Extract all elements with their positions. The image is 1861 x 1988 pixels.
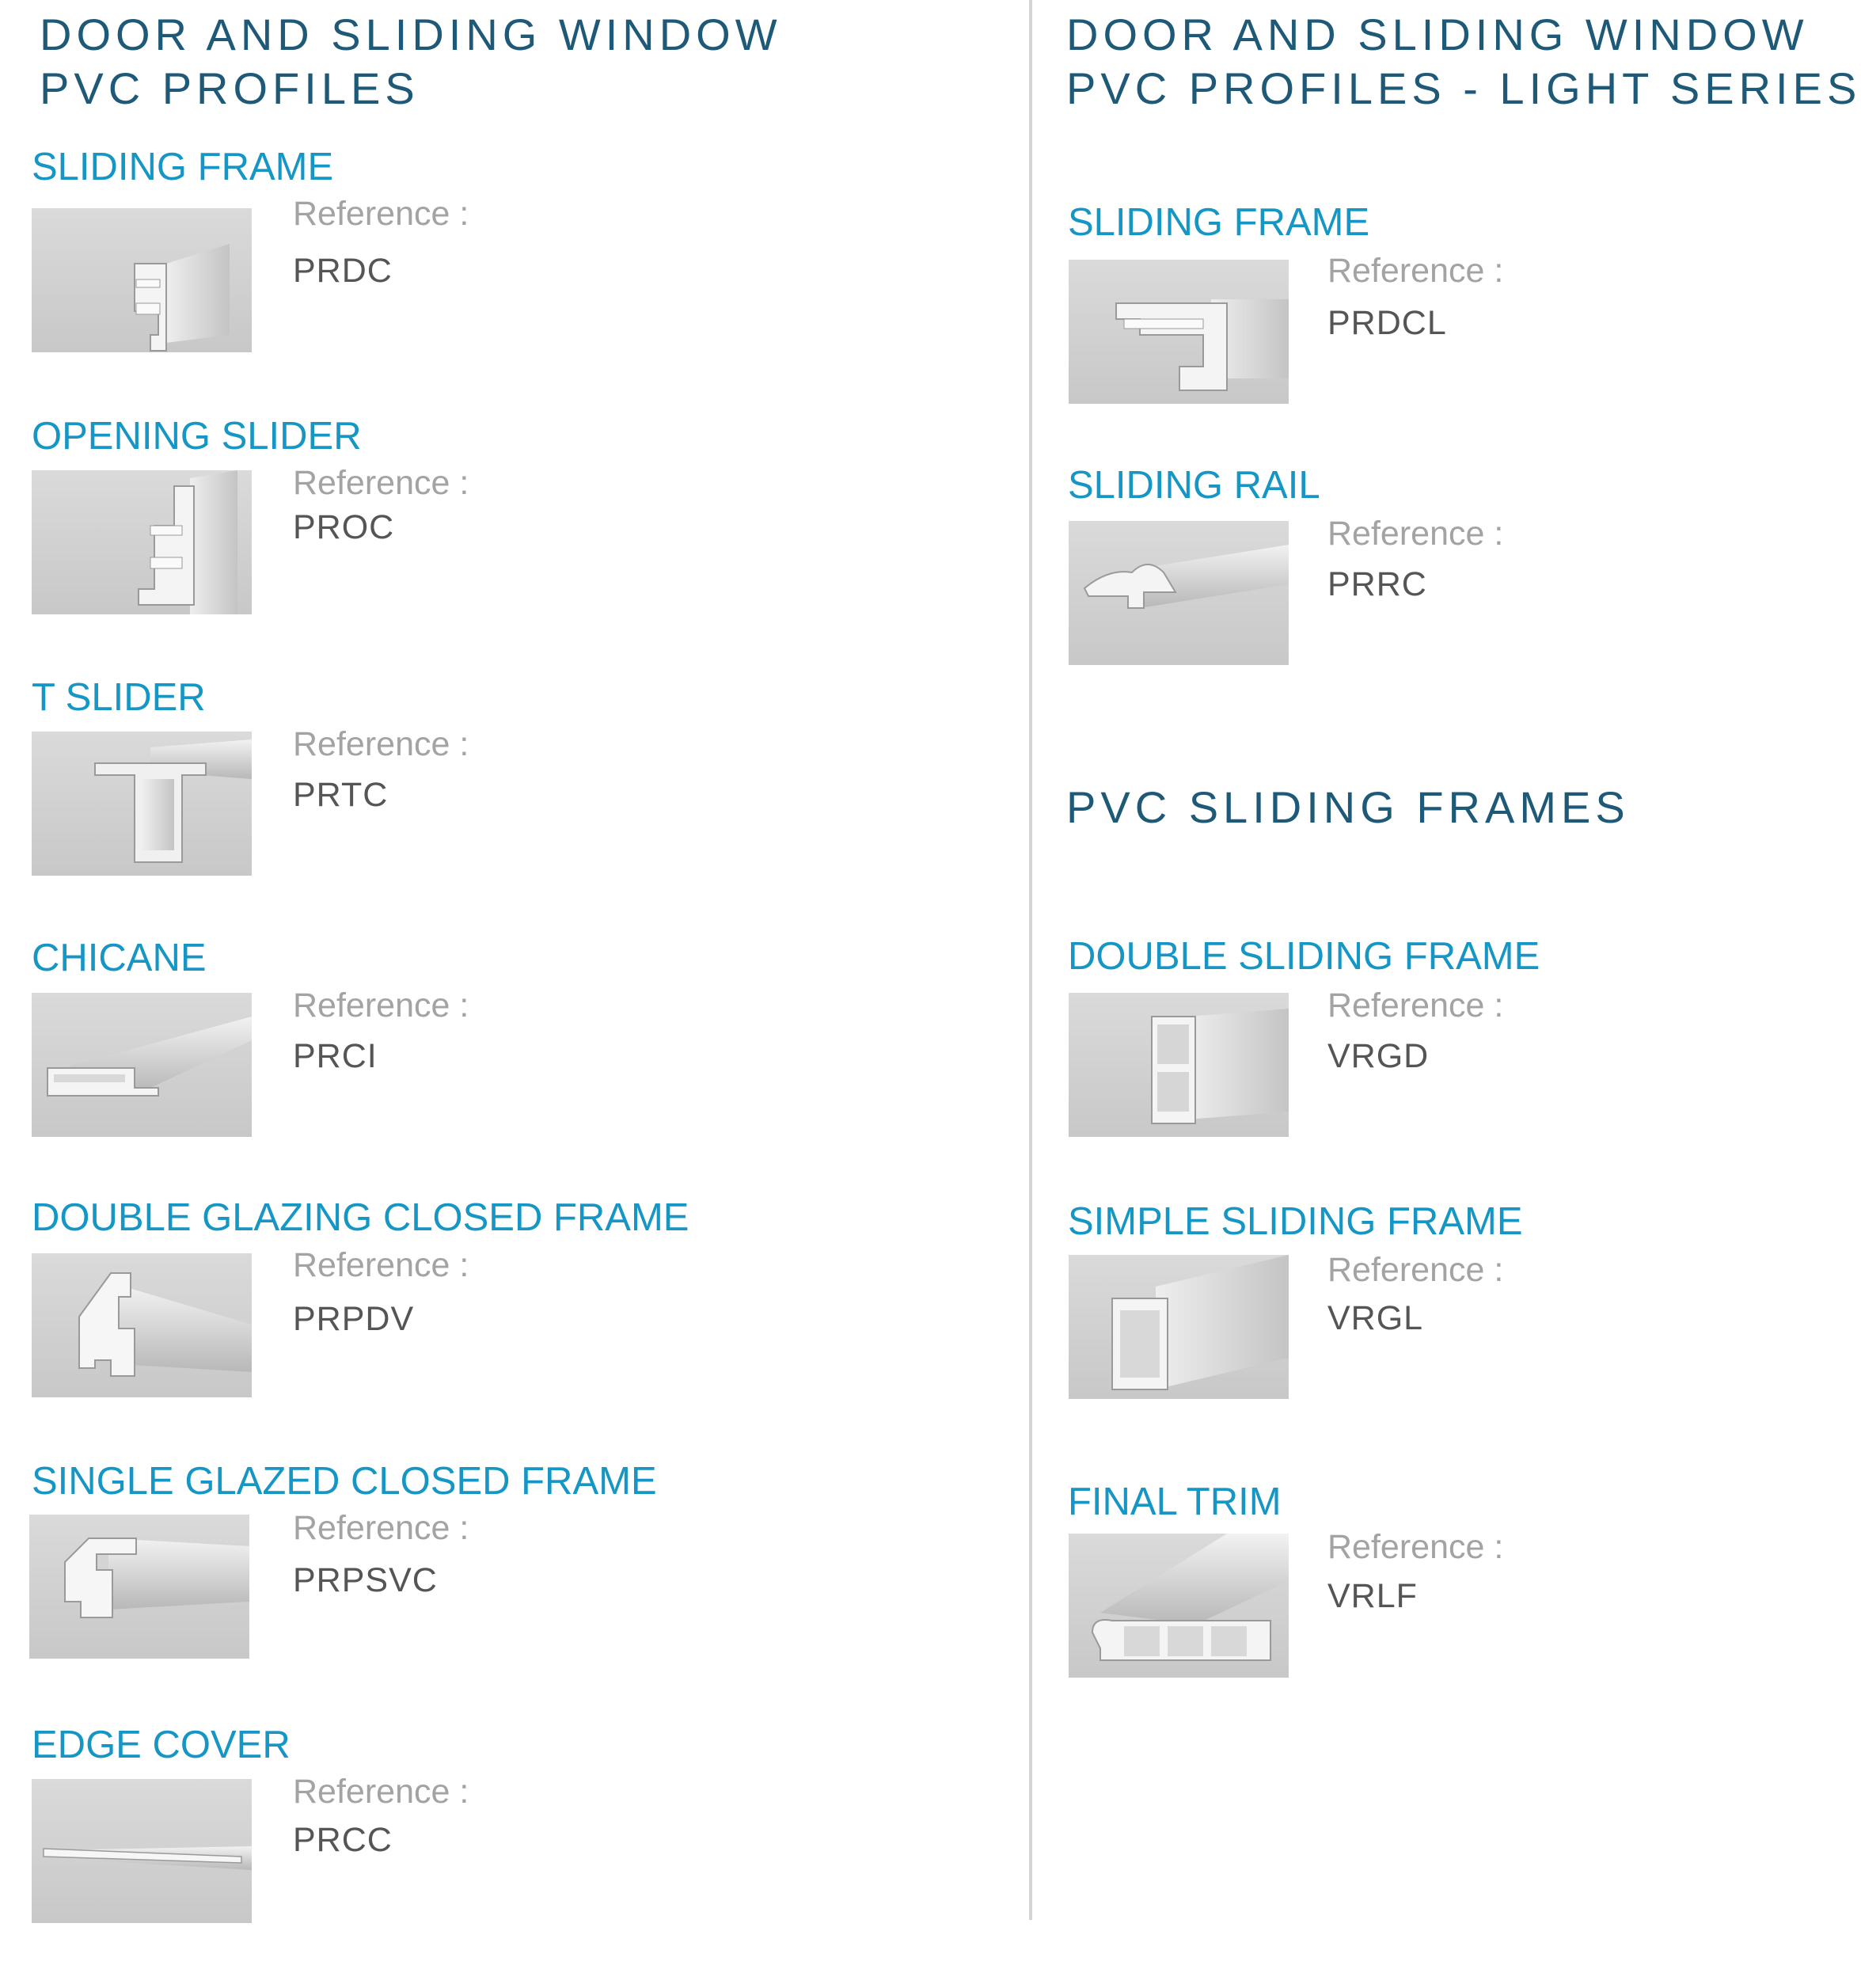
reference-code: VRGD <box>1327 1037 1430 1075</box>
product-image-double-sliding-frame <box>1069 993 1289 1137</box>
product-image-single-glazed-closed-frame <box>29 1515 249 1659</box>
product-image-t-slider <box>32 732 252 876</box>
left-heading-line2: PVC PROFILES <box>40 63 420 113</box>
left-heading <box>40 8 782 116</box>
right-heading-line2: PVC PROFILES - LIGHT SERIES <box>1066 63 1861 113</box>
product-title: SINGLE GLAZED CLOSED FRAME <box>32 1460 657 1503</box>
product-image-sliding-rail <box>1069 521 1289 665</box>
reference-code: PRTC <box>293 776 389 814</box>
reference-code: PRPSVC <box>293 1561 438 1599</box>
product-image-sliding-frame <box>32 208 252 352</box>
reference-label: Reference : <box>1327 252 1504 290</box>
reference-code: PROC <box>293 508 395 546</box>
reference-code: PRPDV <box>293 1300 415 1338</box>
product-title: CHICANE <box>32 937 207 979</box>
reference-code: PRCC <box>293 1821 393 1859</box>
right-heading <box>1066 8 1861 116</box>
column-divider <box>1029 0 1032 1920</box>
product-title: DOUBLE GLAZING CLOSED FRAME <box>32 1196 689 1239</box>
product-title: DOUBLE SLIDING FRAME <box>1068 935 1540 978</box>
section-heading <box>1066 781 1630 834</box>
right-heading-line1: DOOR AND SLIDING WINDOW <box>1066 10 1809 59</box>
reference-label: Reference : <box>293 986 469 1024</box>
reference-code: VRLF <box>1327 1577 1418 1615</box>
product-image-final-trim <box>1069 1534 1289 1678</box>
reference-label: Reference : <box>293 725 469 763</box>
section-heading-text: PVC SLIDING FRAMES <box>1066 782 1630 832</box>
product-title: T SLIDER <box>32 676 206 719</box>
product-image-chicane <box>32 993 252 1137</box>
reference-code: PRRC <box>1327 565 1427 603</box>
reference-code: VRGL <box>1327 1299 1424 1337</box>
product-image-sliding-frame-light <box>1069 260 1289 404</box>
reference-label: Reference : <box>293 195 469 233</box>
reference-label: Reference : <box>1327 515 1504 553</box>
product-title: SLIDING RAIL <box>1068 464 1320 507</box>
product-title: OPENING SLIDER <box>32 415 362 458</box>
reference-label: Reference : <box>1327 986 1504 1024</box>
product-title: EDGE COVER <box>32 1724 291 1766</box>
product-image-simple-sliding-frame <box>1069 1255 1289 1399</box>
left-heading-line1: DOOR AND SLIDING WINDOW <box>40 10 782 59</box>
product-title: FINAL TRIM <box>1068 1481 1282 1523</box>
reference-label: Reference : <box>1327 1251 1504 1289</box>
reference-code: PRDCL <box>1327 304 1447 342</box>
product-title: SIMPLE SLIDING FRAME <box>1068 1200 1523 1243</box>
product-image-edge-cover <box>32 1779 252 1923</box>
reference-label: Reference : <box>293 1509 469 1547</box>
product-title: SLIDING FRAME <box>32 146 334 188</box>
product-image-opening-slider <box>32 470 252 614</box>
reference-label: Reference : <box>1327 1528 1504 1566</box>
reference-code: PRCI <box>293 1037 378 1075</box>
product-title: SLIDING FRAME <box>1068 201 1370 244</box>
reference-label: Reference : <box>293 1246 469 1284</box>
reference-code: PRDC <box>293 252 393 290</box>
reference-label: Reference : <box>293 1773 469 1811</box>
reference-label: Reference : <box>293 464 469 502</box>
product-image-double-glazing-closed-frame <box>32 1253 252 1397</box>
